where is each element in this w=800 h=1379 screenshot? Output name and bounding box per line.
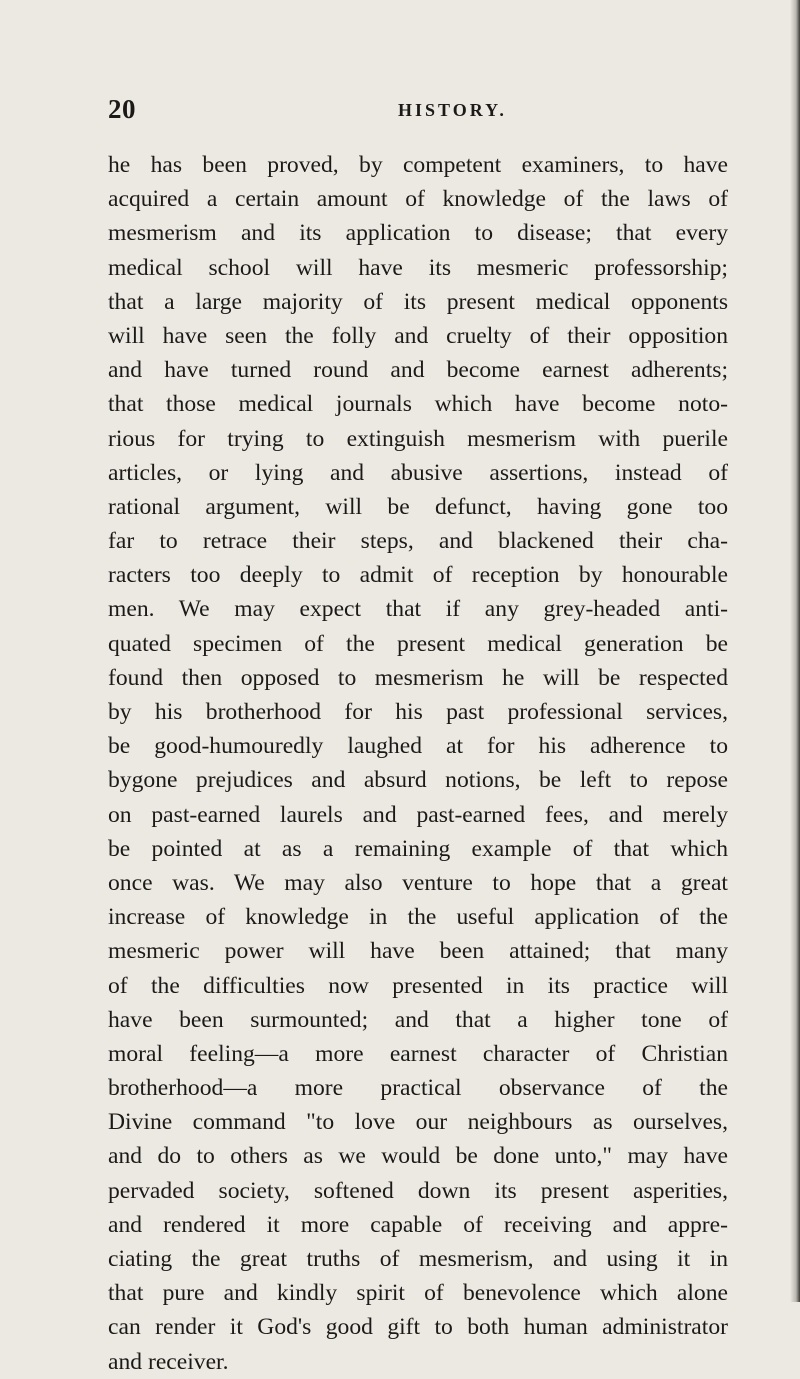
text-line: and have turned round and become earnest adherents; <box>108 357 728 384</box>
text-line: on past-earned laurels and past-earned fees, and merely <box>108 801 728 828</box>
text-line: brotherhood—a more practical observance of the <box>108 1075 728 1102</box>
text-line: of the difficulties now presented in its practice will <box>108 972 728 999</box>
text-line: be good-humouredly laughed at for his adherence to <box>108 733 728 760</box>
text-line: far to retrace their steps, and blackened their cha- <box>108 528 728 555</box>
page-edge-shadow <box>790 0 800 1302</box>
text-line: bygone prejudices and absurd notions, be left to repose <box>108 767 728 794</box>
text-line: quated specimen of the present medical generation be <box>108 630 728 657</box>
body-text <box>108 148 728 1379</box>
text-line: have been surmounted; and that a higher tone of <box>108 1006 728 1033</box>
text-line: once was. We may also venture to hope that a great <box>108 869 728 896</box>
text-line: and do to others as we would be done unto," may have <box>108 1143 728 1170</box>
text-line: rious for trying to extinguish mesmerism with puerile <box>108 425 728 452</box>
text-line: increase of knowledge in the useful application of the <box>108 904 728 931</box>
text-line: that those medical journals which have become noto- <box>108 391 728 418</box>
text-line: will have seen the folly and cruelty of their opposition <box>108 322 728 349</box>
text-line: acquired a certain amount of knowledge of the laws of <box>108 186 728 213</box>
text-line: found then opposed to mesmerism he will be respected <box>108 664 728 691</box>
text-line: medical school will have its mesmeric professorship; <box>108 254 728 281</box>
text-line: racters too deeply to admit of reception by honourable <box>108 562 728 589</box>
text-line: pervaded society, softened down its present asperities, <box>108 1177 728 1204</box>
text-line: by his brotherhood for his past professional services, <box>108 699 728 725</box>
page-header <box>108 94 708 134</box>
text-line: men. We may expect that if any grey-headed anti- <box>108 596 728 623</box>
text-line: and receiver. <box>108 1348 229 1375</box>
text-line: that pure and kindly spirit of benevolence which alone <box>108 1280 728 1307</box>
text-line: rational argument, will be defunct, having gone too <box>108 493 728 520</box>
text-line: Divine command "to love our neighbours as ourselves, <box>108 1109 728 1136</box>
running-head: HISTORY. <box>398 100 507 120</box>
text-line: moral feeling—a more earnest character of Christian <box>108 1040 728 1067</box>
text-line: mesmeric power will have been attained; that many <box>108 938 728 965</box>
text-line: ciating the great truths of mesmerism, and using it in <box>108 1246 728 1272</box>
text-line: that a large majority of its present medical opponents <box>108 288 728 315</box>
text-line: he has been proved, by competent examiners, to have <box>108 152 728 178</box>
text-line: and rendered it more capable of receiving and appre- <box>108 1211 728 1238</box>
text-line: be pointed at as a remaining example of that which <box>108 835 728 862</box>
text-line: articles, or lying and abusive assertions, instead of <box>108 459 728 486</box>
page-number: 20 <box>108 94 136 124</box>
text-line: can render it God's good gift to both human administrator <box>108 1314 728 1341</box>
text-line: mesmerism and its application to disease; that every <box>108 220 728 247</box>
